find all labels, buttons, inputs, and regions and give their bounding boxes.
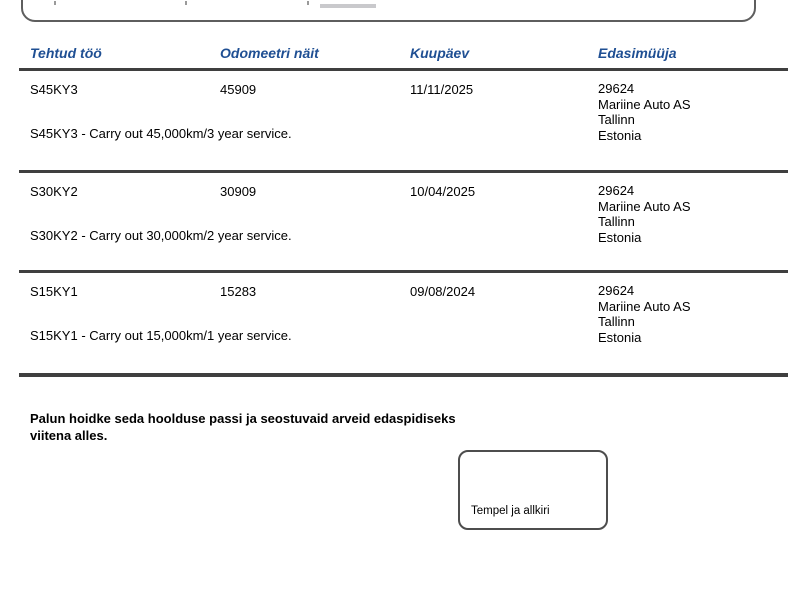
retention-note: Palun hoidke seda hoolduse passi ja seostuvaid arveid edaspidiseks viitena alles. xyxy=(30,411,456,443)
work-description: S15KY1 - Carry out 15,000km/1 year service. xyxy=(30,328,292,343)
dealer-country: Estonia xyxy=(598,127,642,143)
odometer-value: 30909 xyxy=(220,184,257,199)
dealer-block xyxy=(598,183,778,245)
clipped-text-artifact xyxy=(307,1,309,5)
dealer-name: Mariine Auto AS xyxy=(598,298,691,314)
vehicle-info-box-clipped xyxy=(21,0,756,22)
work-code: S15KY1 xyxy=(30,284,78,299)
dealer-country: Estonia xyxy=(598,229,642,245)
table-rule-bottom xyxy=(19,373,788,377)
table-rule-row-separator xyxy=(19,170,788,173)
dealer-name: Mariine Auto AS xyxy=(598,96,691,112)
work-description: S45KY3 - Carry out 45,000km/3 year service. xyxy=(30,126,292,141)
work-description: S30KY2 - Carry out 30,000km/2 year service. xyxy=(30,228,292,243)
work-code: S30KY2 xyxy=(30,184,78,199)
dealer-block xyxy=(598,283,778,345)
dealer-city: Tallinn xyxy=(598,112,635,127)
dealer-name: Mariine Auto AS xyxy=(598,198,691,214)
service-date: 10/04/2025 xyxy=(410,184,476,199)
dealer-number: 29624 xyxy=(598,183,635,198)
clipped-text-artifact xyxy=(185,1,187,5)
dealer-block xyxy=(598,81,778,143)
column-header-odometer: Odomeetri näit xyxy=(220,45,319,61)
clipped-text-artifact xyxy=(54,1,56,5)
dealer-country: Estonia xyxy=(598,329,642,345)
service-date: 09/08/2024 xyxy=(410,284,476,299)
dealer-city: Tallinn xyxy=(598,314,635,329)
stamp-label: Tempel ja allkiri xyxy=(471,505,550,517)
table-rule-row-separator xyxy=(19,270,788,273)
table-rule-header xyxy=(19,68,788,71)
clipped-text-artifact xyxy=(320,4,376,8)
service-date: 11/11/2025 xyxy=(410,82,474,97)
column-header-date: Kuupäev xyxy=(410,45,470,61)
column-header-dealer: Edasimüüja xyxy=(598,45,677,61)
odometer-value: 15283 xyxy=(220,284,257,299)
dealer-number: 29624 xyxy=(598,283,635,298)
work-code: S45KY3 xyxy=(30,82,78,97)
dealer-city: Tallinn xyxy=(598,214,635,229)
dealer-number: 29624 xyxy=(598,81,635,96)
odometer-value: 45909 xyxy=(220,82,257,97)
column-header-work: Tehtud töö xyxy=(30,45,102,61)
stamp-signature-box xyxy=(458,450,608,530)
